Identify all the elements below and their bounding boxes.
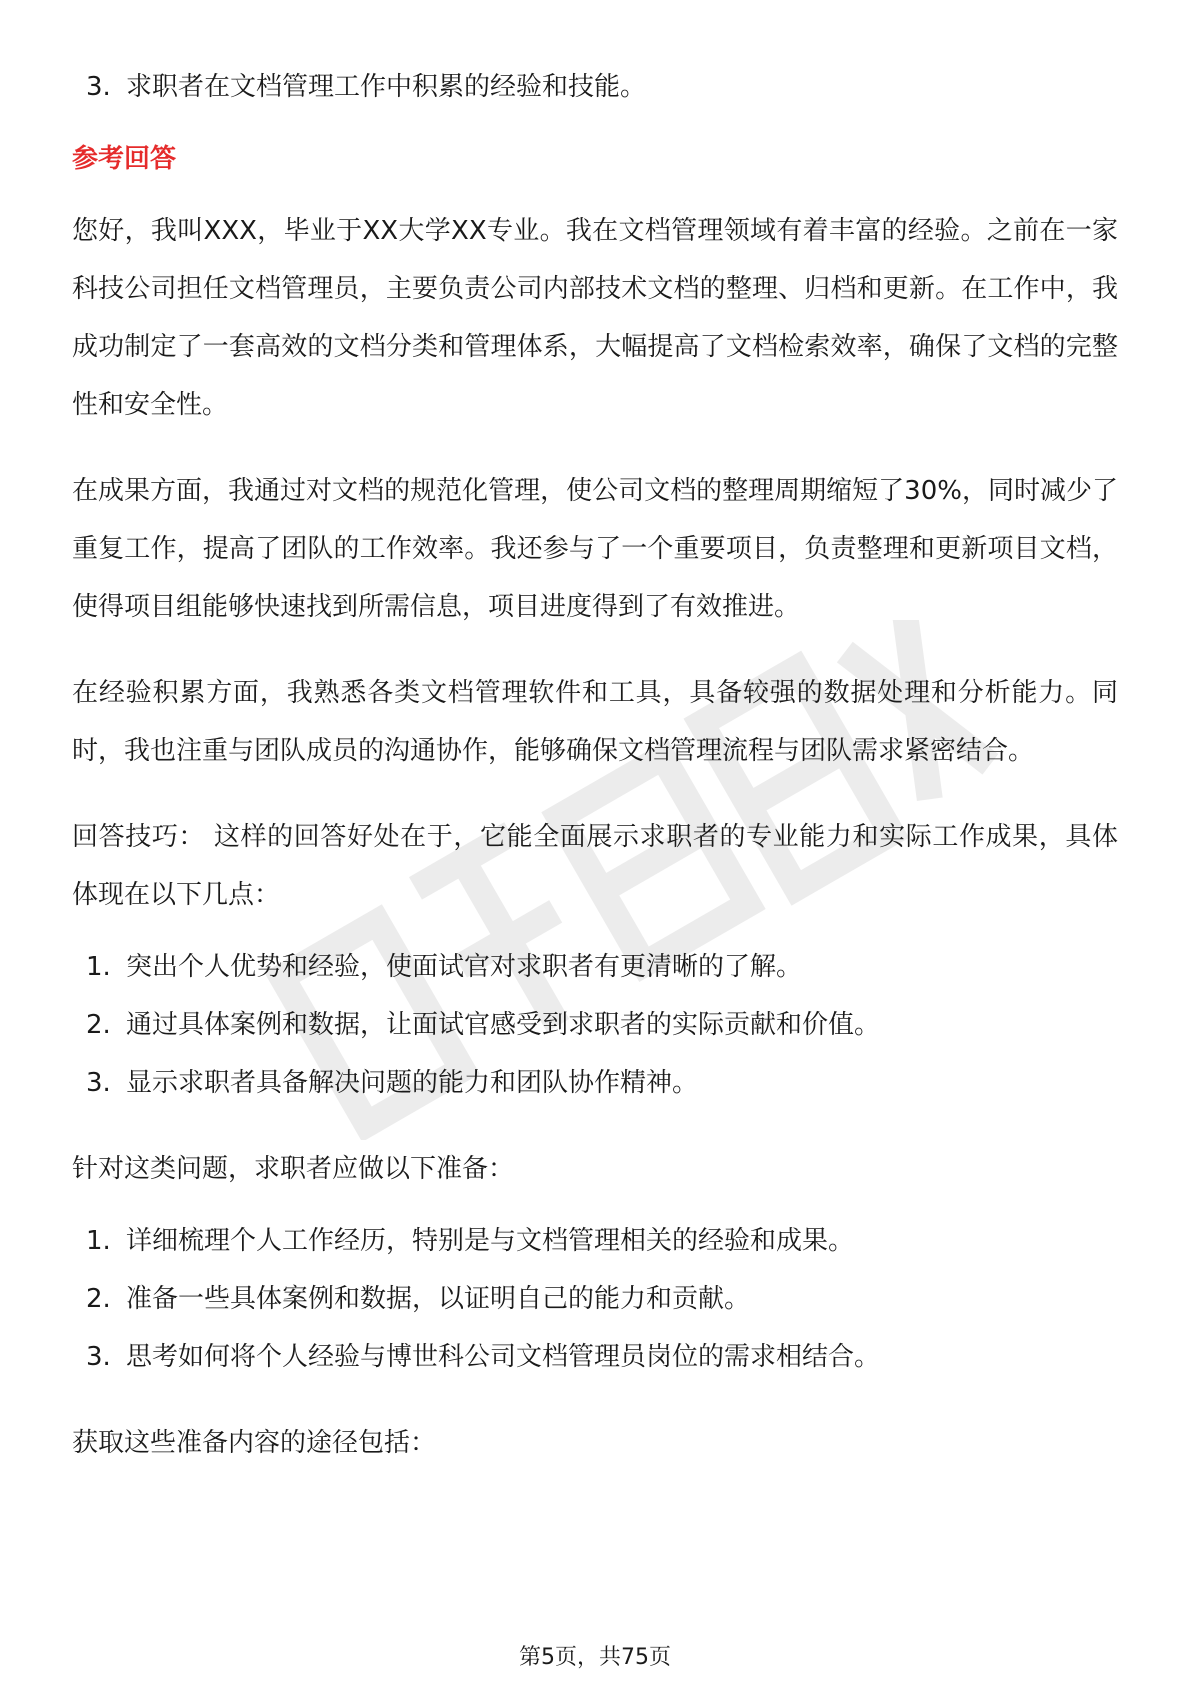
list-item-text: 突出个人优势和经验，使面试官对求职者有更清晰的了解。 xyxy=(126,952,803,982)
answer-paragraph-3: 在经验积累方面，我熟悉各类文档管理软件和工具，具备较强的数据处理和分析能力。同时，我也注重与团队成员的沟通协作，能够确保文档管理流程与团队需求紧密结合。 xyxy=(72,678,1118,766)
list-number: 3. xyxy=(86,1068,111,1098)
tips-paragraph: 回答技巧： 这样的回答好处在于，它能全面展示求职者的专业能力和实际工作成果，具体体现在以下几点： xyxy=(72,822,1118,910)
document-body xyxy=(72,58,1118,1472)
list-item xyxy=(72,1270,1118,1328)
tips-list xyxy=(72,938,1118,1112)
top-list xyxy=(72,58,1118,116)
list-number: 2. xyxy=(86,1284,111,1314)
list-item-text: 详细梳理个人工作经历，特别是与文档管理相关的经验和成果。 xyxy=(126,1226,855,1256)
list-item xyxy=(72,1054,1118,1112)
list-item-text: 思考如何将个人经验与博世科公司文档管理员岗位的需求相结合。 xyxy=(126,1342,881,1372)
prep-list xyxy=(72,1212,1118,1386)
list-item-text: 准备一些具体案例和数据，以证明自己的能力和贡献。 xyxy=(126,1284,751,1314)
prep-paragraph: 针对这类问题，求职者应做以下准备： xyxy=(72,1154,515,1184)
list-number: 2. xyxy=(86,1010,111,1040)
list-number: 3. xyxy=(86,72,111,102)
list-item-text: 显示求职者具备解决问题的能力和团队协作精神。 xyxy=(126,1068,699,1098)
list-item xyxy=(72,996,1118,1054)
list-item xyxy=(72,1212,1118,1270)
list-number: 3. xyxy=(86,1342,111,1372)
section-heading: 参考回答 xyxy=(72,144,177,174)
list-item-text: 求职者在文档管理工作中积累的经验和技能。 xyxy=(126,72,647,102)
list-number: 1. xyxy=(86,1226,111,1256)
page-footer: 第5页，共75页 xyxy=(519,1645,671,1670)
list-number: 1. xyxy=(86,952,111,982)
list-item xyxy=(72,1328,1118,1386)
answer-paragraph-1: 您好，我叫XXX，毕业于XX大学XX专业。我在文档管理领域有着丰富的经验。之前在一家科技公司担任文档管理员，主要负责公司内部技术文档的整理、归档和更新。在工作中，我成功制定了一套高效的文档分类和管理体系，大幅提高了文档检索效率，确保了文档的完整性和安全性。 xyxy=(72,216,1118,420)
list-item-text: 通过具体案例和数据，让面试官感受到求职者的实际贡献和价值。 xyxy=(126,1010,881,1040)
list-item xyxy=(72,58,1118,116)
sources-paragraph: 获取这些准备内容的途径包括： xyxy=(72,1428,437,1458)
list-item xyxy=(72,938,1118,996)
answer-paragraph-2: 在成果方面，我通过对文档的规范化管理，使公司文档的整理周期缩短了30%，同时减少了重复工作，提高了团队的工作效率。我还参与了一个重要项目，负责整理和更新项目文档，使得项目组能够快速找到所需信息，项目进度得到了有效推进。 xyxy=(72,476,1118,622)
